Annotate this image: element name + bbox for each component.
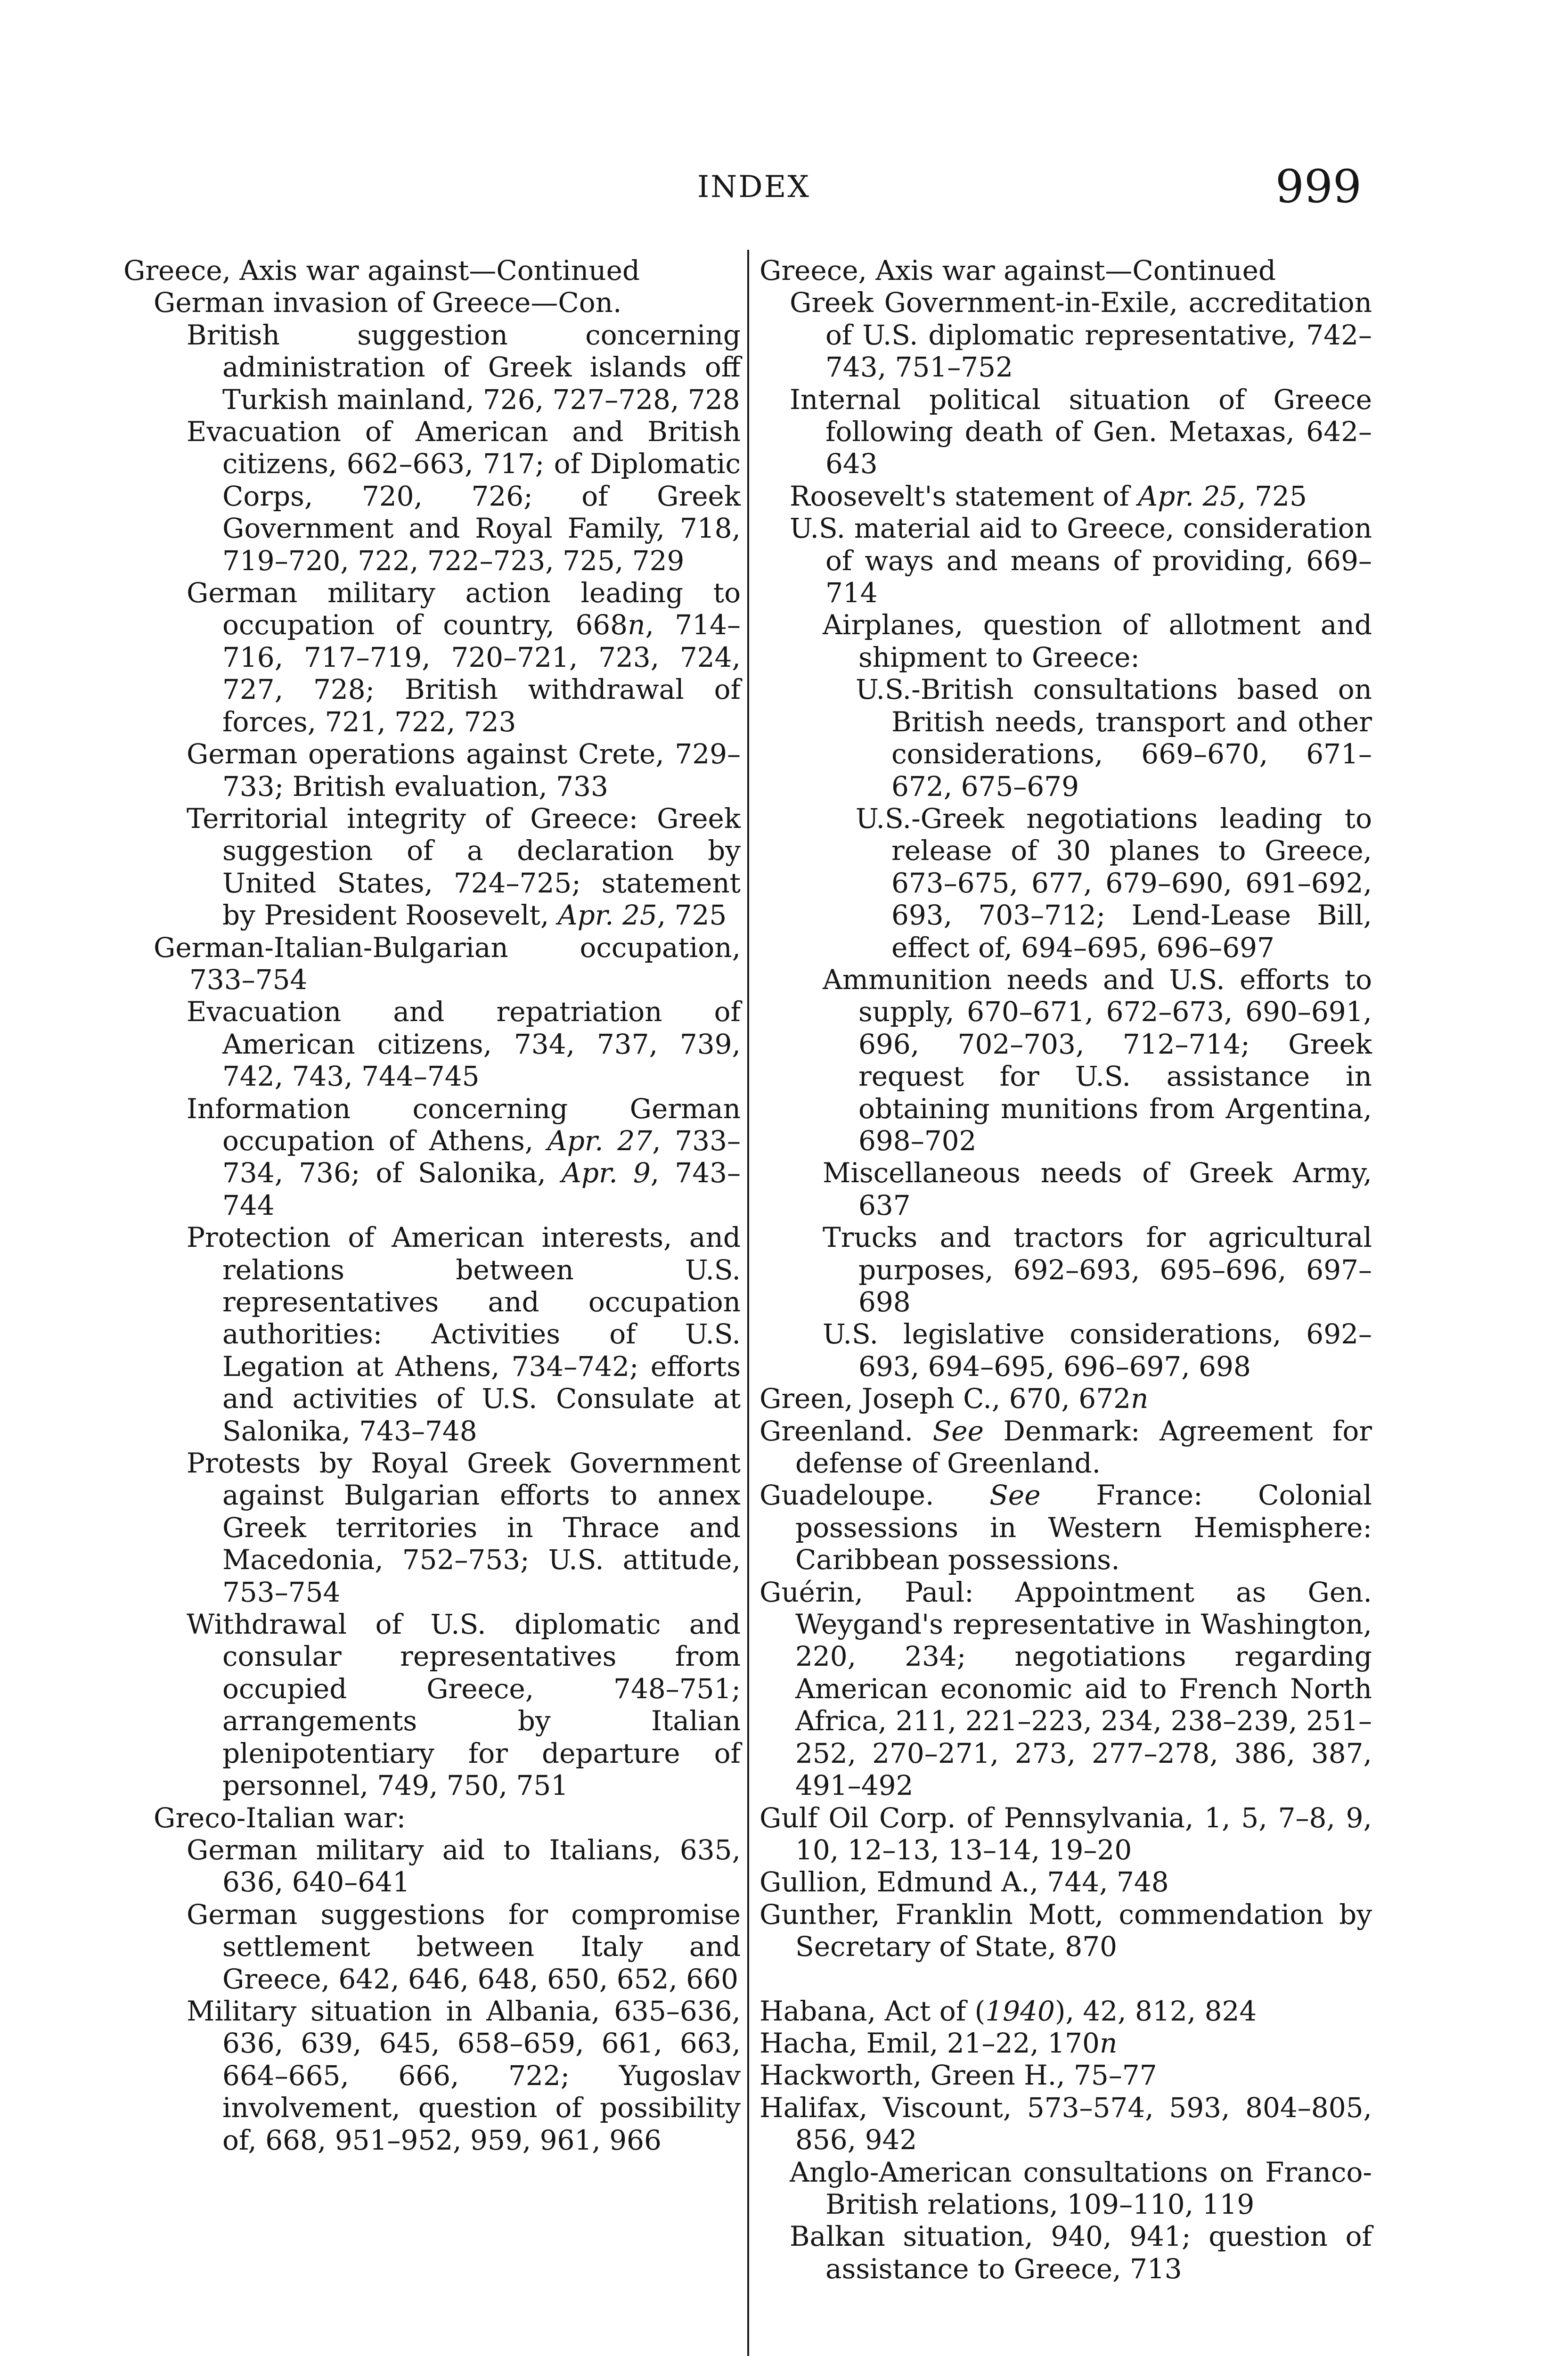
page-header xyxy=(0,160,1568,231)
index-column-left xyxy=(123,254,741,2356)
index-entry: German military action leading to occupation of country, 668n, 714–716, 717–719, 720–721, 723, 724, 727, 728; British withdrawal of forces, 721, 722, 723 xyxy=(187,577,741,738)
index-entry: Guérin, Paul: Appointment as Gen. Weygand's representative in Washington, 220, 234; negotiations regarding American economic aid to French North Africa, 211, 221–223, 234, 238–239, 251–252, 270–271, 273, 277–278, 386, 387, 491–492 xyxy=(760,1576,1372,1802)
index-entry: U.S.-Greek negotiations leading to release of 30 planes to Greece, 673–675, 677, 679–690, 691–692, 693, 703–712; Lend-Lease Bill, effect of, 694–695, 696–697 xyxy=(856,802,1372,964)
index-entry: Green, Joseph C., 670, 672n xyxy=(760,1383,1149,1415)
index-entry: Greece, Axis war against—Continued xyxy=(760,254,1276,286)
index-entry: Gunther, Franklin Mott, commendation by Secretary of State, 870 xyxy=(760,1898,1372,1963)
index-column-right xyxy=(760,254,1372,2356)
index-entry: British suggestion concerning administration of Greek islands off Turkish mainland, 726, 727–728, 728 xyxy=(187,319,741,416)
index-entry: Evacuation and repatriation of American citizens, 734, 737, 739, 742, 743, 744–745 xyxy=(187,996,741,1093)
index-entry: U.S. material aid to Greece, consideration of ways and means of providing, 669–714 xyxy=(790,512,1372,609)
index-entry: Ammunition needs and U.S. efforts to supply, 670–671, 672–673, 690–691, 696, 702–703, 712–714; Greek request for U.S. assistance in obtaining munitions from Argentina, 698–702 xyxy=(823,963,1372,1157)
index-entry: Balkan situation, 940, 941; question of assistance to Greece, 713 xyxy=(790,2220,1372,2285)
index-entry: German suggestions for compromise settlement between Italy and Greece, 642, 646, 648, 650, 652, 660 xyxy=(187,1898,741,1995)
index-entry: Greek Government-in-Exile, accreditation of U.S. diplomatic representative, 742–743, 751–752 xyxy=(790,286,1372,384)
index-entry: Greco-Italian war: xyxy=(154,1801,406,1834)
index-entry: German-Italian-Bulgarian occupation, 733–754 xyxy=(154,931,741,996)
index-entry: Military situation in Albania, 635–636, 636, 639, 645, 658–659, 661, 663, 664–665, 666, 722; Yugoslav involvement, question of possibility of, 668, 951–952, 959, 961, 966 xyxy=(187,1995,741,2156)
index-entry: Greece, Axis war against—Continued xyxy=(123,254,640,286)
index-entry: U.S.-British consultations based on British needs, transport and other considerations, 669–670, 671–672, 675–679 xyxy=(856,673,1372,802)
index-entry: German operations against Crete, 729–733; British evaluation, 733 xyxy=(187,738,741,802)
index-entry: Protests by Royal Greek Government against Bulgarian efforts to annex Greek territories in Thrace and Macedonia, 752–753; U.S. attitude, 753–754 xyxy=(187,1447,741,1608)
index-entry: Airplanes, question of allotment and shipment to Greece: xyxy=(823,609,1372,673)
index-entry: German military aid to Italians, 635, 636, 640–641 xyxy=(187,1833,741,1898)
running-head: INDEX xyxy=(697,170,810,205)
index-entry: Hacha, Emil, 21–22, 170n xyxy=(760,2027,1118,2059)
index-entry: Guadeloupe. See France: Colonial possessions in Western Hemisphere: Caribbean possessions. xyxy=(760,1479,1372,1576)
index-entry: Miscellaneous needs of Greek Army, 637 xyxy=(823,1157,1372,1221)
index-entry: Trucks and tractors for agricultural purposes, 692–693, 695–696, 697–698 xyxy=(823,1221,1372,1318)
index-entry: Greenland. See Denmark: Agreement for defense of Greenland. xyxy=(760,1415,1372,1480)
index-entry: U.S. legislative considerations, 692–693, 694–695, 696–697, 698 xyxy=(823,1318,1372,1383)
index-entry: Protection of American interests, and relations between U.S. representatives and occupation authorities: Activities of U.S. Legation at Athens, 734–742; efforts and activities of U.S. Consulate at Salonika, 743–748 xyxy=(187,1221,741,1447)
index-entry: Withdrawal of U.S. diplomatic and consular representatives from occupied Greece, 748–751; arrangements by Italian plenipotentiary for departure of personnel, 749, 750, 751 xyxy=(187,1608,741,1802)
index-entry: Internal political situation of Greece following death of Gen. Metaxas, 642–643 xyxy=(790,383,1372,480)
index-entry: Halifax, Viscount, 573–574, 593, 804–805, 856, 942 xyxy=(760,2091,1372,2156)
index-entry: Territorial integrity of Greece: Greek suggestion of a declaration by United States, 724–725; statement by President Roosevelt, Apr. 25, 725 xyxy=(187,802,741,932)
index-entry: Information concerning German occupation of Athens, Apr. 27, 733–734, 736; of Salonika, Apr. 9, 743–744 xyxy=(187,1092,741,1221)
index-entry: Anglo-American consultations on Franco-British relations, 109–110, 119 xyxy=(790,2156,1372,2220)
index-entry: Evacuation of American and British citizens, 662–663, 717; of Diplomatic Corps, 720, 726; of Greek Government and Royal Family, 718, 719–720, 722, 722–723, 725, 729 xyxy=(187,416,741,577)
index-entry: Habana, Act of (1940), 42, 812, 824 xyxy=(760,1995,1257,2027)
column-divider xyxy=(747,250,749,2356)
index-entry: Gullion, Edmund A., 744, 748 xyxy=(760,1866,1169,1898)
index-entry: Hackworth, Green H., 75–77 xyxy=(760,2059,1157,2092)
index-entry: German invasion of Greece—Con. xyxy=(154,286,622,319)
index-entry: Gulf Oil Corp. of Pennsylvania, 1, 5, 7–8, 9, 10, 12–13, 13–14, 19–20 xyxy=(760,1801,1372,1866)
entry-gap xyxy=(760,1963,1372,1995)
page-number: 999 xyxy=(1275,160,1362,213)
index-entry: Roosevelt's statement of Apr. 25, 725 xyxy=(790,480,1307,512)
